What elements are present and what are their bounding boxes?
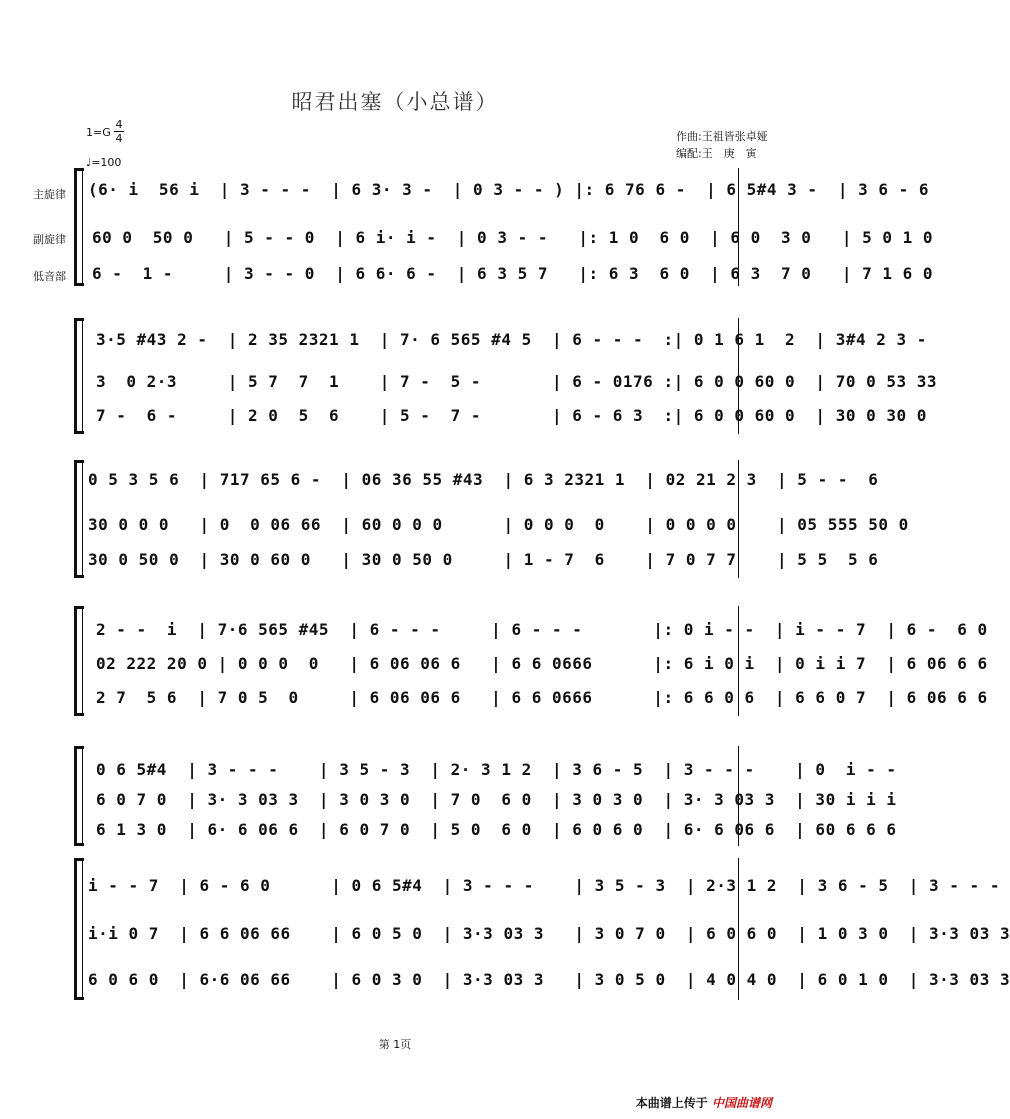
- system-bracket: [74, 318, 77, 434]
- staff-line-second: i·i 0 7 | 6 6 06 66 | 6 0 5 0 | 3·3 03 3 | 3 0 7 0 | 6 0 6 0 | 1 0 3 0 | 3·3 03 3: [88, 924, 1010, 943]
- staff-line-bass: 6 1 3 0 | 6· 6 06 6 | 6 0 7 0 | 5 0 6 0 | 6 0 6 0 | 6· 6 06 6 | 60 6 6 6: [96, 820, 897, 839]
- page-number: 第 1页: [378, 1038, 412, 1051]
- system-line: [82, 858, 83, 1000]
- staff-line-main: 3·5 #43 2 - | 2 35 2321 1 | 7· 6 565 #4 5 | 6 - - - :| 0 1 6 1 2 | 3#4 2 3 -: [96, 330, 927, 349]
- system-bracket: [74, 746, 77, 846]
- staff-line-bass: 7 - 6 - | 2 0 5 6 | 5 - 7 - | 6 - 6 3 :| 6 0 0 60 0 | 30 0 30 0: [96, 406, 927, 425]
- system-bracket: [74, 606, 77, 716]
- staff-line-bass: 6 0 6 0 | 6·6 06 66 | 6 0 3 0 | 3·3 03 3 | 3 0 5 0 | 4 0 4 0 | 6 0 1 0 | 3·3 03 3: [88, 970, 1010, 989]
- staff-line-second: 3 0 2·3 | 5 7 7 1 | 7 - 5 - | 6 - 0176 :| 6 0 0 60 0 | 70 0 53 33: [96, 372, 938, 391]
- barline: [738, 858, 739, 1000]
- barline: [738, 746, 739, 846]
- staff-line-second: 6 0 7 0 | 3· 3 03 3 | 3 0 3 0 | 7 0 6 0 | 3 0 3 0 | 3· 3 03 3 | 30 i i i: [96, 790, 897, 809]
- part-label-bass: 低音部: [33, 270, 66, 283]
- system-bracket: [74, 460, 77, 578]
- staff-line-main: 0 6 5#4 | 3 - - - | 3 5 - 3 | 2· 3 1 2 | 3 6 - 5 | 3 - - - | 0 i - -: [96, 760, 897, 779]
- staff-line-main: (6· i 56 i | 3 - - - | 6 3· 3 - | 0 3 - - ) |: 6 76 6 - | 6 5#4 3 - | 3 6 - 6: [88, 180, 930, 199]
- staff-line-main: i - - 7 | 6 - 6 0 | 0 6 5#4 | 3 - - - | 3 5 - 3 | 2·3 1 2 | 3 6 - 5 | 3 - - -: [88, 876, 1000, 895]
- system-line: [82, 168, 83, 286]
- key-signature: 1=G: [86, 126, 111, 139]
- staff-line-bass: 2 7 5 6 | 7 0 5 0 | 6 06 06 6 | 6 6 0666 |: 6 6 0 6 | 6 6 0 7 | 6 06 6 6: [96, 688, 988, 707]
- footer-text: 本曲谱上传于: [635, 1096, 708, 1110]
- staff-line-main: 2 - - i | 7·6 565 #45 | 6 - - - | 6 - - - |: 0 i - - | i - - 7 | 6 - 6 0: [96, 620, 988, 639]
- barline: [738, 606, 739, 716]
- site-logo[interactable]: 中国曲谱网: [711, 1096, 772, 1110]
- tempo-marking: ♩=100: [86, 156, 122, 169]
- part-label-second: 副旋律: [33, 233, 66, 246]
- system-line: [82, 460, 83, 578]
- part-label-main: 主旋律: [33, 188, 66, 201]
- system-bracket: [74, 858, 77, 1000]
- score-title: 昭君出塞（小总谱）: [291, 90, 499, 114]
- staff-line-main: 0 5 3 5 6 | 717 65 6 - | 06 36 55 #43 | 6 3 2321 1 | 02 21 2 3 | 5 - - 6: [88, 470, 879, 489]
- barline: [738, 168, 739, 286]
- time-signature: 4 4: [115, 118, 123, 145]
- footer-credit: [636, 1094, 772, 1111]
- system-line: [82, 606, 83, 716]
- barline: [738, 318, 739, 434]
- system-line: [82, 746, 83, 846]
- barline: [738, 460, 739, 578]
- system-line: [82, 318, 83, 434]
- staff-line-bass: 30 0 50 0 | 30 0 60 0 | 30 0 50 0 | 1 - 7 6 | 7 0 7 7 | 5 5 5 6: [88, 550, 879, 569]
- arranger-credit: 编配:王 庚 寅: [676, 147, 757, 160]
- staff-line-second: 60 0 50 0 | 5 - - 0 | 6 i· i - | 0 3 - - |: 1 0 6 0 | 6 0 3 0 | 5 0 1 0: [92, 228, 934, 247]
- staff-line-second: 02 222 20 0 | 0 0 0 0 | 6 06 06 6 | 6 6 0666 |: 6 i 0 i | 0 i i 7 | 6 06 6 6: [96, 654, 988, 673]
- composer-credit: 作曲:王祖皆张卓娅: [676, 130, 768, 143]
- credits: [676, 128, 768, 162]
- staff-line-second: 30 0 0 0 | 0 0 06 66 | 60 0 0 0 | 0 0 0 0 | 0 0 0 0 | 05 555 50 0: [88, 515, 909, 534]
- staff-line-bass: 6 - 1 - | 3 - - 0 | 6 6· 6 - | 6 3 5 7 |: 6 3 6 0 | 6 3 7 0 | 7 1 6 0: [92, 264, 934, 283]
- system-bracket: [74, 168, 77, 286]
